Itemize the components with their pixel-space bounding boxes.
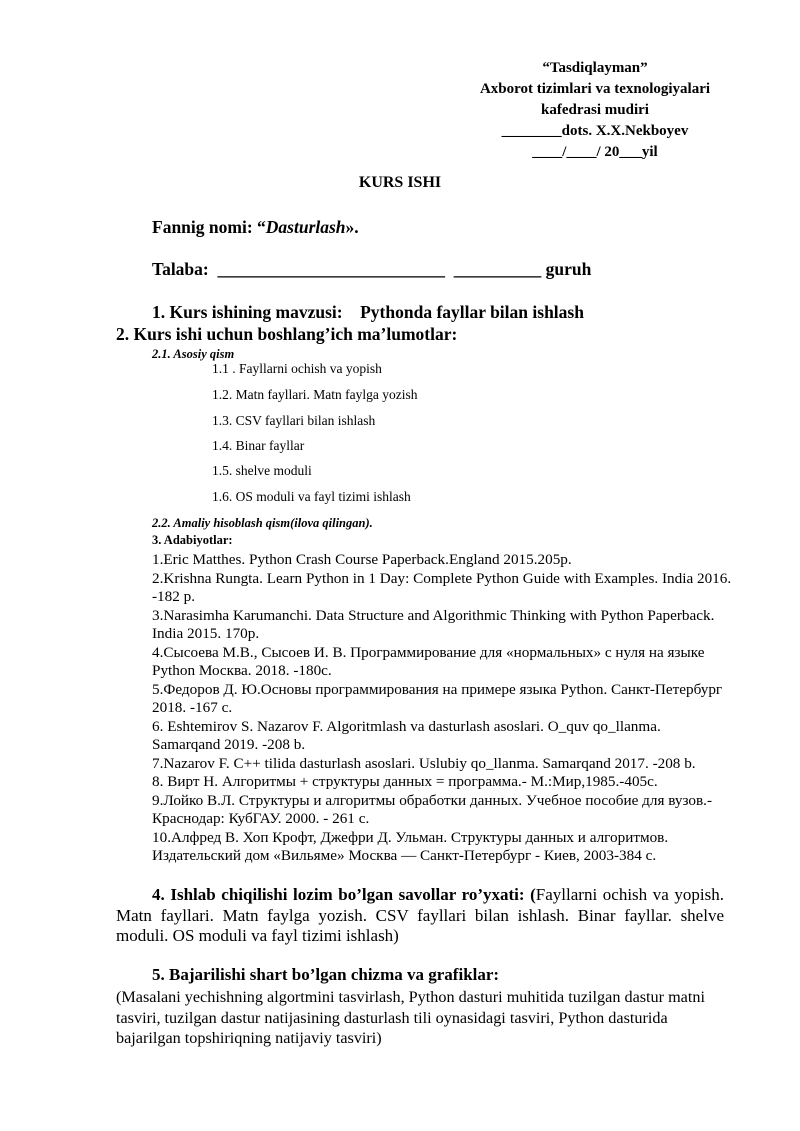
topic-label: 1. Kurs ishining mavzusi: [152, 302, 343, 322]
literature-item: 4.Сысоева М.В., Сысоев И. В. Программирование для «нормальных» с нуля на языке Python Москва. 2018. -180c. [152, 643, 705, 679]
approval-line-1: “Tasdiqlayman” [542, 60, 648, 76]
questions-section [116, 885, 724, 947]
list-item: 1.3. CSV fayllari bilan ishlash [212, 413, 376, 428]
list-item: 1.5. shelve moduli [212, 463, 312, 478]
literature-item: 9.Лойко В.Л. Структуры и алгоритмы обработки данных. Учебное пособие для вузов.- Краснодар: КубГАУ. 2000. - 261 с. [152, 791, 713, 827]
practical-part-heading: 2.2. Amaliy hisoblash qism(ilova qilingan). [152, 516, 373, 530]
literature-item: 2.Krishna Rungta. Learn Python in 1 Day: Complete Python Guide with Examples. India 2016. -182 p. [152, 569, 732, 605]
student-line [152, 259, 591, 280]
list-item: 1.4. Binar fayllar [212, 438, 305, 453]
list-item: 1.1 . Fayllarni ochish va yopish [212, 361, 382, 376]
approval-line-2: Axborot tizimlari va texnologiyalari [479, 81, 711, 97]
student-group-label: guruh [545, 259, 592, 279]
questions-text: Fayllarni ochish va yopish. Matn fayllari. Matn faylga yozish. CSV fayllari bilan ishlash. Binar fayllar. shelve moduli. OS moduli va fayl tizimi ishlash) [116, 885, 724, 945]
literature-list [152, 551, 732, 866]
subject-label: Fannig nomi: “ [152, 217, 266, 237]
literature-item: 8. Вирт Н. Алгоритмы + структуры данных = программа.- М.:Мир,1985.-405с. [152, 773, 658, 790]
literature-item: 10.Алфред В. Хоп Крофт, Джефри Д. Ульман. Структуры данных и алгоритмов. Издательский дом «Вильяме» Москва — Санкт-Петербург - Киев, 2003-384 с. [152, 828, 669, 864]
approval-line-3: kafedrasi mudiri [541, 102, 649, 118]
literature-heading: 3. Adabiyotlar: [152, 533, 233, 547]
subject-line [152, 217, 359, 238]
questions-open-paren: ( [524, 885, 536, 904]
approval-line-4: ________dots. X.X.Nekboyev [501, 123, 689, 139]
topic-line [152, 302, 584, 323]
literature-item: 7.Nazarov F. C++ tilida dasturlash asoslari. Uslubiy qo_llanma. Samarqand 2017. -208 b. [152, 754, 696, 772]
topic-value: Pythonda fayllar bilan ishlash [360, 302, 584, 322]
list-item: 1.2. Matn fayllari. Matn faylga yozish [212, 387, 418, 402]
subject-suffix: ». [345, 217, 359, 237]
approval-block [440, 58, 750, 163]
questions-heading: 4. Ishlab chiqilishi lozim bo’lgan savollar ro’yxati: [152, 885, 525, 904]
list-item: 1.6. OS moduli va fayl tizimi ishlash [212, 489, 411, 504]
document-title: KURS ISHI [358, 174, 442, 191]
main-part-heading: 2.1. Asosiy qism [152, 347, 235, 361]
literature-item: 1.Eric Matthes. Python Crash Course Paperback.England 2015.205p. [152, 551, 572, 568]
approval-line-5: ____/____/ 20___yil [532, 144, 658, 160]
student-name-blank: __________________________ [217, 259, 445, 279]
subject-value: Dasturlash [265, 217, 346, 237]
initial-data-heading: 2. Kurs ishi uchun boshlang’ich ma’lumotlar: [116, 324, 458, 344]
drawings-heading: 5. Bajarilishi shart bo’lgan chizma va grafiklar: [152, 965, 500, 984]
drawings-text: (Masalani yechishning algortmini tasvirlash, Python dasturi muhitida tuzilgan dastur matni tasviri, tuzilgan dastur natijasining dasturlash tili oynasidagi tasviri, Python dasturida bajarilgan topshiriqning natijaviy tasviri) [116, 988, 705, 1047]
literature-item: 6. Eshtemirov S. Nazarov F. Algoritmlash va dasturlash asoslari. O_quv qo_llanma. Samarqand 2019. -208 b. [152, 717, 661, 753]
student-group-blank: __________ [453, 259, 542, 279]
literature-item: 3.Narasimha Karumanchi. Data Structure and Algorithmic Thinking with Python Paperback. India 2015. 170p. [152, 606, 715, 642]
literature-item: 5.Федоров Д. Ю.Основы программирования на примере языка Python. Санкт-Петербург 2018. -167 c. [152, 680, 723, 716]
student-label: Talaba: [152, 259, 209, 279]
